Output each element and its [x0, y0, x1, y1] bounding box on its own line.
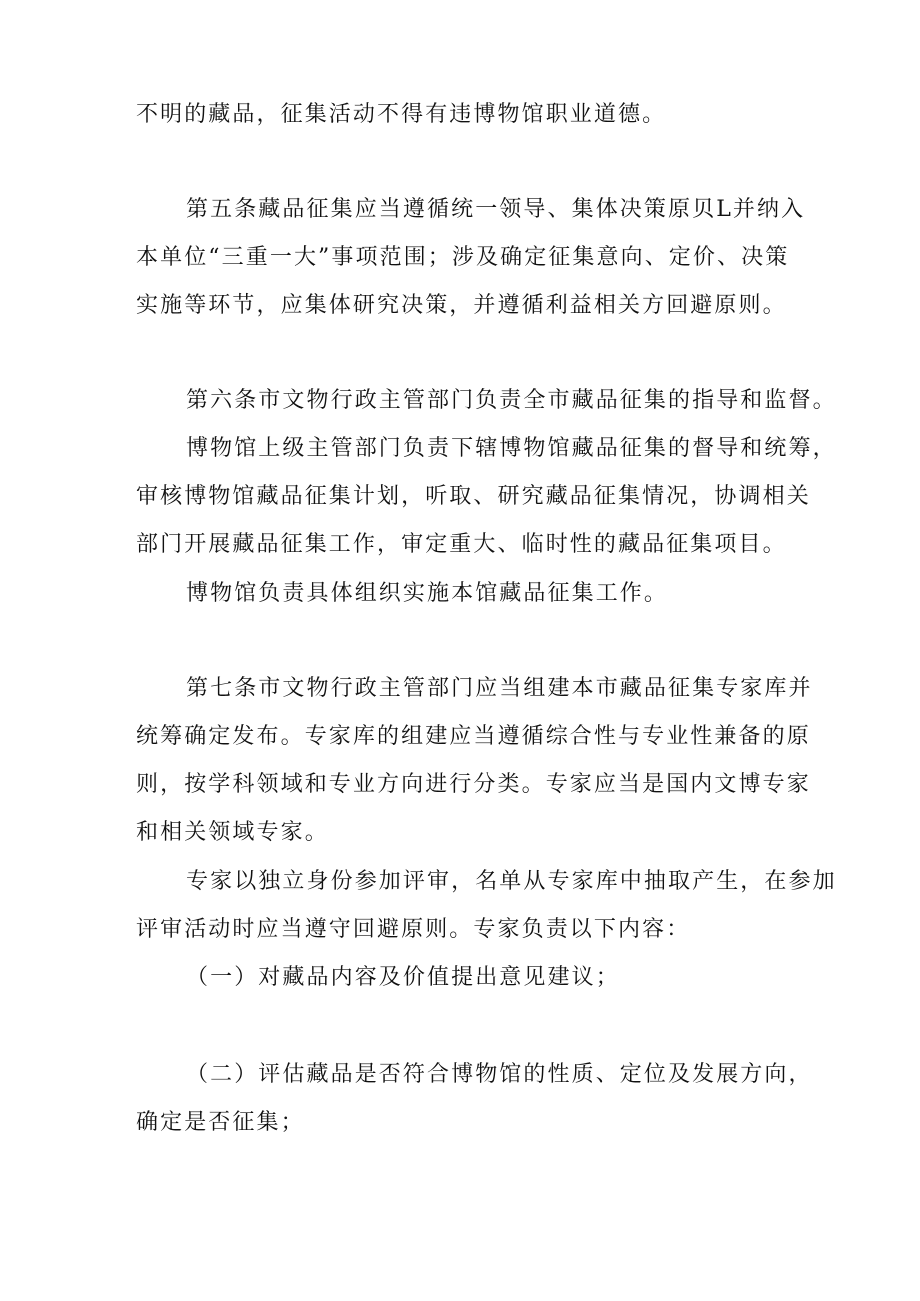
- text-line: 第六条市文物行政主管部门负责全市藏品征集的指导和监督。: [186, 388, 837, 413]
- text-line: 第七条市文物行政主管部门应当组建本市藏品征集专家库并: [186, 676, 813, 701]
- text-line: 专家以独立身份参加评审，名单从专家库中抽取产生，在参加: [186, 869, 837, 894]
- text-line: 本单位“三重一大”事项范围；涉及确定征集意向、定价、决策: [136, 245, 790, 270]
- text-line: 第五条藏品征集应当遵循统一领导、集体决策原贝L并纳入: [186, 197, 806, 222]
- text-line: 统筹确定发布。专家库的组建应当遵循综合性与专业性兼备的原: [136, 724, 811, 749]
- text-line: 博物馆上级主管部门负责下辖博物馆藏品征集的督导和统筹，: [186, 436, 837, 461]
- text-line: 确定是否征集；: [136, 1110, 305, 1135]
- text-line: 则，按学科领域和专业方向进行分类。专家应当是国内文博专家: [136, 772, 811, 797]
- text-line: 博物馆负责具体组织实施本馆藏品征集工作。: [186, 581, 669, 606]
- text-line: 不明的藏品，征集活动不得有违博物馆职业道德。: [136, 102, 667, 127]
- text-line: 审核博物馆藏品征集计划，听取、研究藏品征集情况，协调相关: [136, 484, 811, 509]
- text-line: 实施等环节，应集体研究决策，并遵循利益相关方回避原则。: [136, 293, 787, 318]
- text-line: 和相关领域专家。: [136, 820, 329, 845]
- text-line: （一）对藏品内容及价值提出意见建议；: [186, 965, 620, 990]
- text-line: （二）评估藏品是否符合博物馆的性质、定位及发展方向，: [186, 1062, 813, 1087]
- text-line: 评审活动时应当遵守回避原则。专家负责以下内容：: [136, 917, 691, 942]
- text-line: 部门开展藏品征集工作，审定重大、临时性的藏品征集项目。: [136, 532, 787, 557]
